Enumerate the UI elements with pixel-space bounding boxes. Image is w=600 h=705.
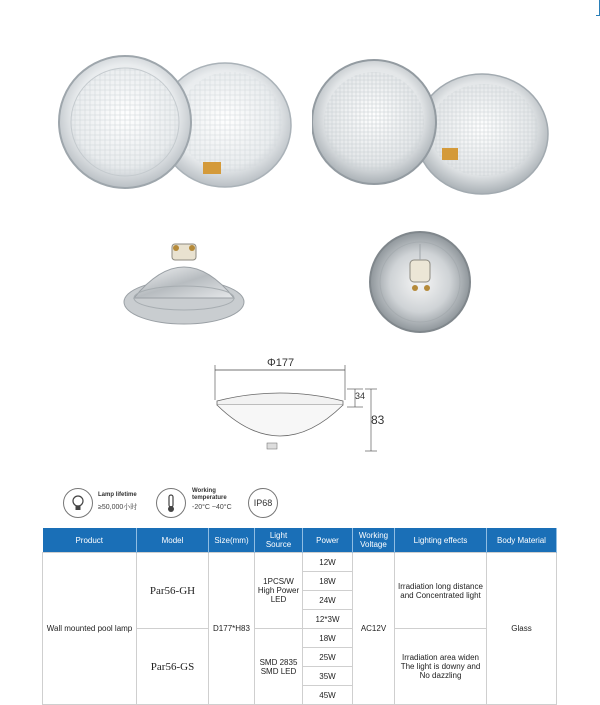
small-height-label: 34: [355, 391, 366, 401]
power-cell: 24W: [303, 591, 353, 610]
header-light-source: Light Source: [255, 528, 303, 553]
model-cell: Par56-GS: [137, 629, 209, 705]
spec-table: [42, 528, 557, 705]
lightbulb-icon: [63, 488, 93, 518]
power-cell: 35W: [303, 667, 353, 686]
header-lighting-effects: Lighting effects: [395, 528, 487, 553]
header-body-material: Body Material: [487, 528, 557, 553]
power-cell: 12W: [303, 553, 353, 572]
lighting-effect-cell: Irradiation area widen The light is downy and No dazzling: [395, 629, 487, 705]
light-source-cell: SMD 2835 SMD LED: [255, 629, 303, 705]
product-cell: Wall mounted pool lamp: [43, 553, 137, 705]
diameter-label: Φ177: [267, 357, 295, 369]
material-cell: Glass: [487, 553, 557, 705]
glass-lamp-photo-2: [312, 52, 552, 202]
power-cell: 18W: [303, 572, 353, 591]
temperature-title-2: temperature: [192, 495, 227, 501]
temperature-value: -20°C ~40°C: [192, 504, 232, 511]
power-cell: 12*3W: [303, 610, 353, 629]
power-cell: 45W: [303, 686, 353, 705]
table-header: [43, 528, 557, 553]
header-size: Size(mm): [209, 528, 255, 553]
ip68-badge: IP68: [248, 488, 278, 518]
header-product: Product: [43, 528, 137, 553]
corner-accent: [596, 15, 600, 16]
glass-lamp-photo-1: [55, 50, 295, 200]
light-source-cell: 1PCS/W High Power LED: [255, 553, 303, 629]
table-row: [43, 553, 557, 572]
header-model: Model: [137, 528, 209, 553]
dimension-drawing: [205, 355, 395, 465]
power-cell: 25W: [303, 648, 353, 667]
power-cell: 18W: [303, 629, 353, 648]
lamp-back-photo: [120, 232, 250, 332]
lighting-effect-cell: Irradiation long distance and Concentrated light: [395, 553, 487, 629]
height-label: 83: [371, 413, 385, 427]
lamp-reflector-photo: [365, 230, 475, 335]
size-cell: D177*H83: [209, 553, 255, 705]
lifetime-value: ≥50,000小时: [98, 504, 138, 511]
thermometer-icon: [156, 488, 186, 518]
header-voltage: Working Voltage: [353, 528, 395, 553]
model-cell: Par56-GH: [137, 553, 209, 629]
lifetime-title: Lamp lifetime: [98, 492, 137, 498]
voltage-cell: AC12V: [353, 553, 395, 705]
temperature-title-1: Working: [192, 488, 216, 494]
feature-icons: [58, 486, 358, 520]
header-power: Power: [303, 528, 353, 553]
dimension-diagram: [205, 355, 395, 465]
